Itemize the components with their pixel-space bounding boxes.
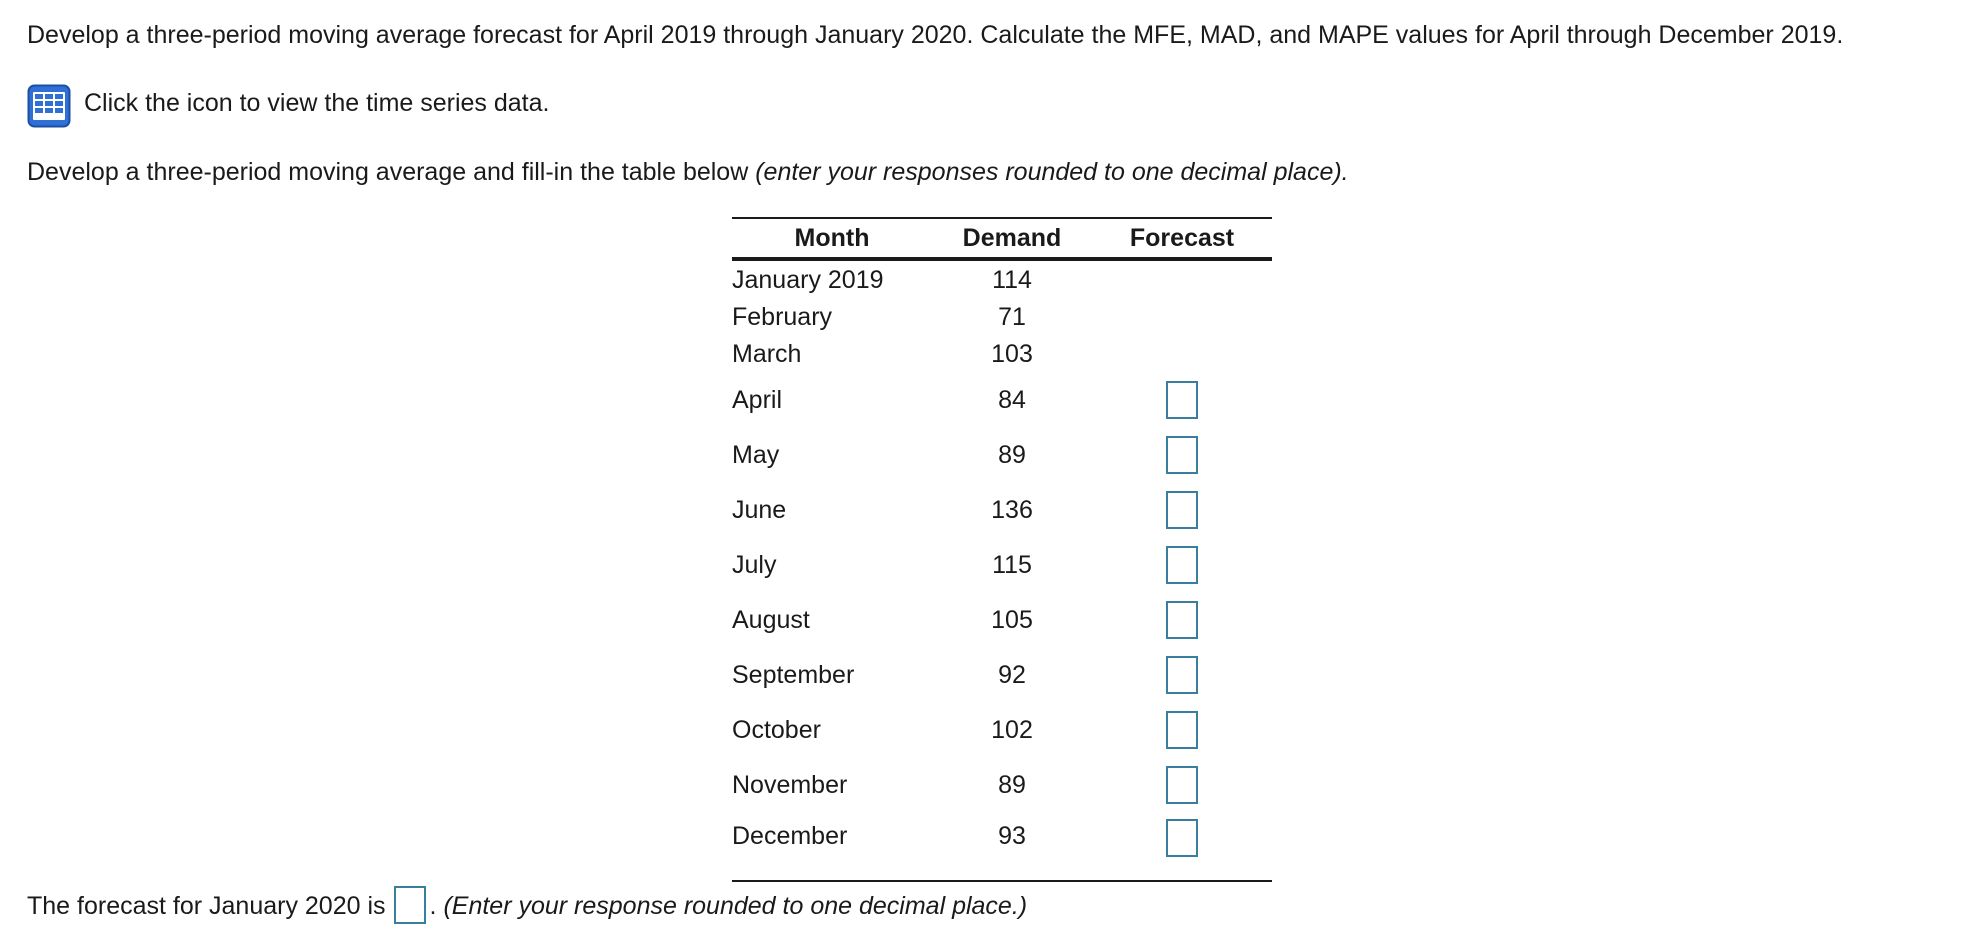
table-instruction <box>27 157 1349 187</box>
header-demand: Demand <box>932 218 1092 259</box>
demand-cell: 92 <box>998 660 1026 689</box>
table-row <box>732 812 1272 881</box>
forecast-cell <box>1092 335 1272 372</box>
table-row <box>732 259 1272 298</box>
table-grid-icon[interactable] <box>27 84 71 128</box>
forecast-cell <box>1092 647 1272 702</box>
forecast-cell <box>1092 812 1272 881</box>
forecast-input[interactable] <box>1166 436 1198 474</box>
month-cell: April <box>732 385 783 414</box>
demand-cell: 114 <box>992 265 1032 294</box>
month-cell: January 2019 <box>732 265 884 294</box>
table-row <box>732 757 1272 812</box>
forecast-cell <box>1092 298 1272 335</box>
instruction-text: Develop a three-period moving average and fill-in the table below <box>27 158 756 186</box>
forecast-cell <box>1092 592 1272 647</box>
table-header-row <box>732 218 1272 259</box>
forecast-cell <box>1092 259 1272 298</box>
table-row <box>732 335 1272 372</box>
month-cell: July <box>732 550 777 579</box>
final-note: (Enter your response rounded to one decimal place.) <box>443 892 1028 920</box>
table-row <box>732 427 1272 482</box>
month-cell: May <box>732 440 780 469</box>
demand-cell: 89 <box>998 770 1026 799</box>
forecast-input[interactable] <box>1166 601 1198 639</box>
final-forecast-question <box>27 886 1027 924</box>
forecast-cell <box>1092 702 1272 757</box>
demand-cell: 105 <box>991 605 1033 634</box>
forecast-input[interactable] <box>1166 546 1198 584</box>
problem-statement: Develop a three-period moving average forecast for April 2019 through January 2020. Calculate the MFE, MAD, and MAPE values for April through December 2019. <box>27 21 1844 49</box>
table-row <box>732 537 1272 592</box>
january-2020-forecast-input[interactable] <box>394 886 426 924</box>
table-row <box>732 647 1272 702</box>
forecast-input[interactable] <box>1166 381 1198 419</box>
demand-cell: 89 <box>998 440 1026 469</box>
view-data-link-text: Click the icon to view the time series data. <box>84 89 550 117</box>
table-row <box>732 298 1272 335</box>
header-month: Month <box>732 218 932 259</box>
month-cell: September <box>732 660 855 689</box>
forecast-input[interactable] <box>1166 819 1198 857</box>
header-forecast: Forecast <box>1092 218 1272 259</box>
month-cell: October <box>732 715 821 744</box>
table-row <box>732 372 1272 427</box>
demand-cell: 102 <box>991 715 1033 744</box>
forecast-input[interactable] <box>1166 766 1198 804</box>
final-punctuation: . <box>429 892 437 920</box>
month-cell: August <box>732 605 810 634</box>
forecast-input[interactable] <box>1166 656 1198 694</box>
demand-cell: 136 <box>991 495 1033 524</box>
demand-cell: 115 <box>992 550 1032 579</box>
forecast-cell <box>1092 537 1272 592</box>
forecast-cell <box>1092 427 1272 482</box>
month-cell: February <box>732 302 833 331</box>
demand-cell: 84 <box>998 385 1026 414</box>
table-row <box>732 482 1272 537</box>
forecast-input[interactable] <box>1166 491 1198 529</box>
final-question-text: The forecast for January 2020 is <box>27 892 386 920</box>
demand-cell: 71 <box>998 302 1026 331</box>
demand-cell: 93 <box>932 812 1092 881</box>
demand-cell: 103 <box>991 339 1033 368</box>
instruction-note: (enter your responses rounded to one decimal place). <box>755 158 1349 186</box>
forecast-cell <box>1092 757 1272 812</box>
table-row <box>732 592 1272 647</box>
forecast-cell <box>1092 482 1272 537</box>
month-cell: March <box>732 339 802 368</box>
forecast-input[interactable] <box>1166 711 1198 749</box>
month-cell: June <box>732 495 787 524</box>
month-cell: November <box>732 770 848 799</box>
month-cell: December <box>732 812 932 881</box>
table-row <box>732 702 1272 757</box>
forecast-cell <box>1092 372 1272 427</box>
forecast-table <box>732 217 1272 882</box>
